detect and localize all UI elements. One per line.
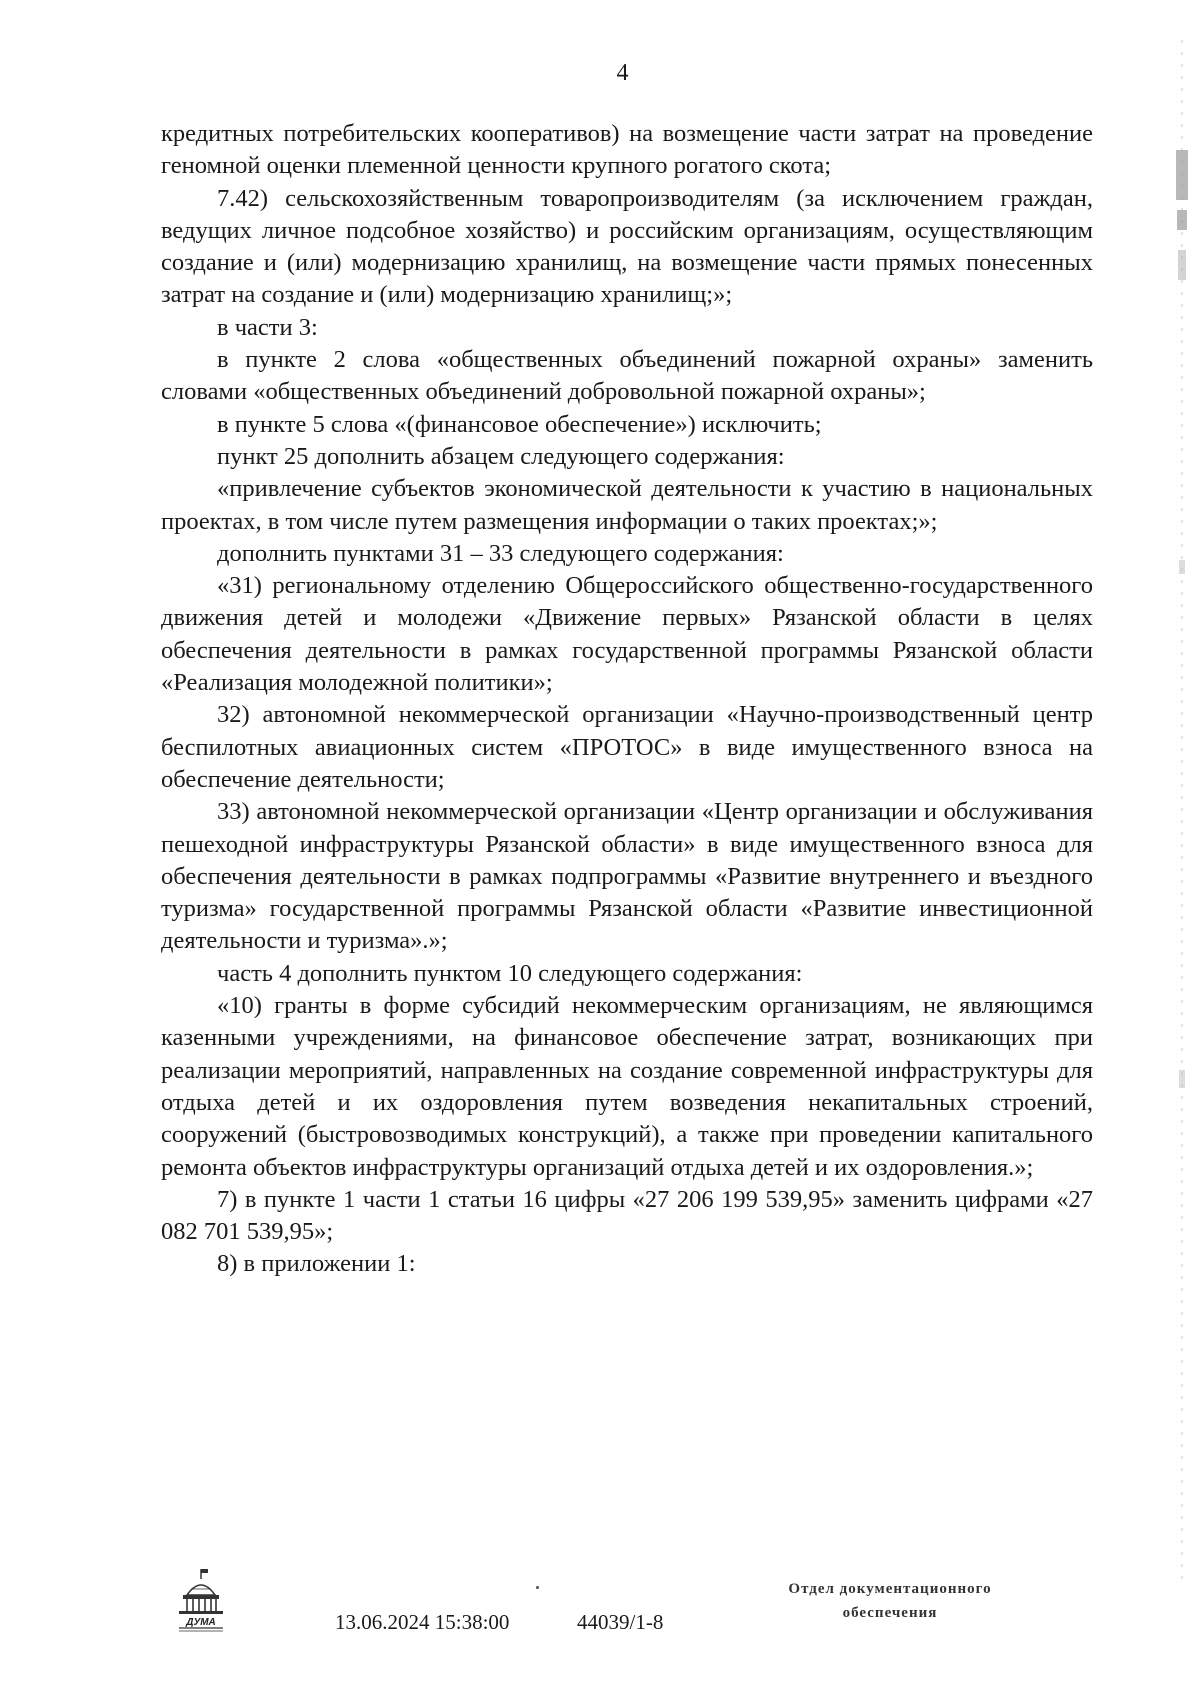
department-stamp [740,1577,1040,1625]
paragraph-continuation: кредитных потребительских кооперативов) на возмещение части затрат на проведение геномной оценки племенной ценности крупного рогатого скота; [161,120,1093,180]
paragraph-item-33: 33) автономной некоммерческой организации «Центр организации и обслуживания пешеходной инфраструктуры Рязанской области» в виде имущественного взноса для обеспечения деятельности в рамках подпрограммы «Развитие внутреннего и въездного туризма» государственной программы Рязанской области «Развитие инвестиционной деятельности и туризма».»; [161,798,1093,955]
page-number: 4 [616,60,629,86]
stamp-line-1: Отдел документационного [788,1581,992,1597]
scan-edge-marks [1174,40,1190,1580]
paragraph-item-31: «31) региональному отделению Общероссийского общественно-государственного движения детей и молодежи «Движение первых» Рязанской области в целях обеспечения деятельности в рамках государственной программы Рязанской области «Реализация молодежной политики»; [161,572,1093,697]
paragraph-item-8: 8) в приложении 1: [217,1250,416,1278]
paragraph-item-10: «10) гранты в форме субсидий некоммерческим организациям, не являющимся казенными учреждениями, на финансовое обеспечение затрат, возникающих при реализации мероприятий, направленных на создание современной инфраструктуры для отдыха детей и их оздоровления путем возведения некапитальных строений, сооружений (быстровозводимых конструкций), а также при проведении капитального ремонта объектов инфраструктуры организаций отдыха детей и их оздоровления.»; [161,992,1093,1181]
scan-speck [536,1586,539,1589]
paragraph-item-25: пункт 25 дополнить абзацем следующего содержания: [217,442,785,470]
paragraph-quote-national-projects: «привлечение субъектов экономической деятельности к участию в национальных проектах, в том числе путем размещения информации о таких проектах;»; [161,475,1093,535]
registration-datetime: 13.06.2024 15:38:00 [335,1610,510,1634]
registration-number: 44039/1-8 [577,1610,664,1634]
paragraph-part-4: часть 4 дополнить пунктом 10 следующего содержания: [217,959,803,987]
paragraph-item-7-42: 7.42) сельскохозяйственным товаропроизводителям (за исключением граждан, ведущих личное подсобное хозяйство) и российским организациям, осуществляющим создание и (или) модернизацию хранилищ, на возмещение части прямых понесенных затрат на создание и (или) модернизацию хранилищ;»; [161,184,1093,309]
paragraph-item-32: 32) автономной некоммерческой организации «Научно-производственный центр беспилотных авиационных систем «ПРОТОС» в виде имущественного взноса на обеспечение деятельности; [161,701,1093,793]
paragraph-items-31-33: дополнить пунктами 31 – 33 следующего содержания: [217,539,784,567]
paragraph-item-2: в пункте 2 слова «общественных объединений пожарной охраны» заменить словами «общественных объединений добровольной пожарной охраны»; [161,346,1093,406]
paragraph-part-3: в части 3: [217,313,318,341]
duma-building-icon [175,1567,227,1633]
document-body [161,118,1093,1281]
paragraph-item-5: в пункте 5 слова «(финансовое обеспечение») исключить; [217,410,822,438]
paragraph-item-7: 7) в пункте 1 части 1 статьи 16 цифры «27 206 199 539,95» заменить цифрами «27 082 701 539,95»; [161,1185,1093,1246]
logo-text: ДУМА [186,1617,216,1628]
stamp-line-2: обеспечения [842,1605,938,1621]
